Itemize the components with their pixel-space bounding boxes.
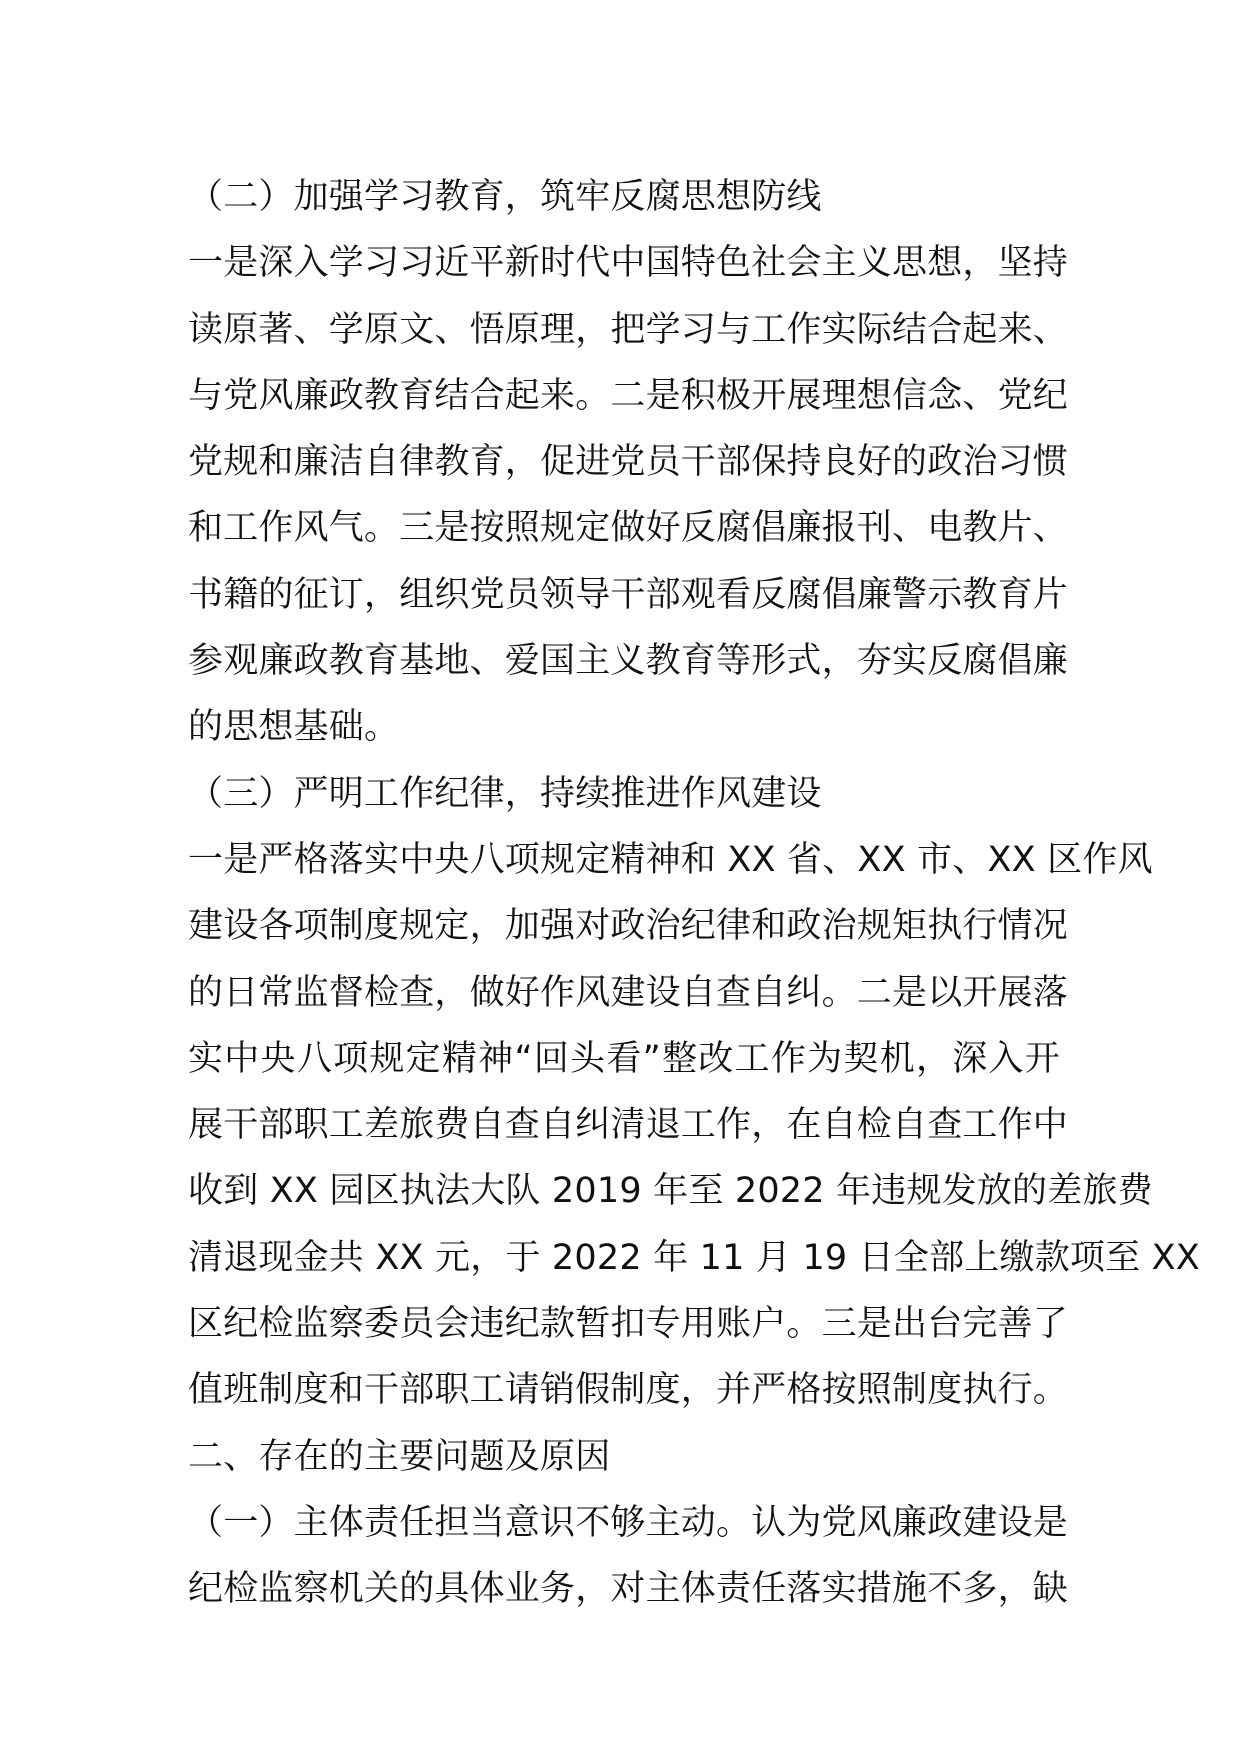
document-body bbox=[188, 164, 1200, 1623]
paragraph-line: 纪检监察机关的具体业务，对主体责任落实措施不多，缺 bbox=[188, 1569, 1069, 1610]
paragraph-line: 一是严格落实中央八项规定精神和 XX 省、XX 市、XX 区作风 bbox=[188, 839, 1153, 880]
paragraph-line: 书籍的征订，组织党员领导干部观看反腐倡廉警示教育片 bbox=[188, 574, 1069, 615]
paragraph-line: 展干部职工差旅费自查自纠清退工作，在自检自查工作中 bbox=[188, 1105, 1069, 1146]
paragraph-line: 的思想基础。 bbox=[188, 707, 400, 748]
paragraph-line: 参观廉政教育基地、爱国主义教育等形式，夯实反腐倡廉 bbox=[188, 641, 1069, 682]
paragraph-line: 区纪检监察委员会违纪款暂扣专用账户。三是出台完善了 bbox=[188, 1304, 1069, 1345]
section-heading-2: （二）加强学习教育，筑牢反腐思想防线 bbox=[188, 177, 822, 217]
section-heading-3: （三）严明工作纪律，持续推进作风建设 bbox=[188, 773, 822, 814]
paragraph-line: （一）主体责任担当意识不够主动。认为党风廉政建设是 bbox=[188, 1502, 1069, 1543]
paragraph-line: 的日常监督检查，做好作风建设自查自纠。二是以开展落 bbox=[188, 972, 1069, 1013]
paragraph-line: 收到 XX 园区执法大队 2019 年至 2022 年违规发放的差旅费 bbox=[188, 1171, 1153, 1212]
chapter-heading: 二、存在的主要问题及原因 bbox=[188, 1436, 611, 1477]
paragraph-line: 和工作风气。三是按照规定做好反腐倡廉报刊、电教片、 bbox=[188, 508, 1069, 549]
paragraph-line: 值班制度和干部职工请销假制度，并严格按照制度执行。 bbox=[188, 1370, 1069, 1411]
paragraph-line: 党规和廉洁自律教育，促进党员干部保持良好的政治习惯 bbox=[188, 442, 1069, 483]
paragraph-line: 建设各项制度规定，加强对政治纪律和政治规矩执行情况 bbox=[188, 906, 1069, 947]
paragraph-line: 实中央八项规定精神“回头看”整改工作为契机，深入开 bbox=[188, 1038, 1060, 1079]
paragraph-line: 读原著、学原文、悟原理，把学习与工作实际结合起来、 bbox=[188, 309, 1069, 350]
paragraph-line: 一是深入学习习近平新时代中国特色社会主义思想，坚持 bbox=[188, 243, 1069, 284]
paragraph-line: 与党风廉政教育结合起来。二是积极开展理想信念、党纪 bbox=[188, 375, 1069, 416]
paragraph-line: 清退现金共 XX 元，于 2022 年 11 月 19 日全部上缴款项至 XX bbox=[188, 1237, 1200, 1278]
